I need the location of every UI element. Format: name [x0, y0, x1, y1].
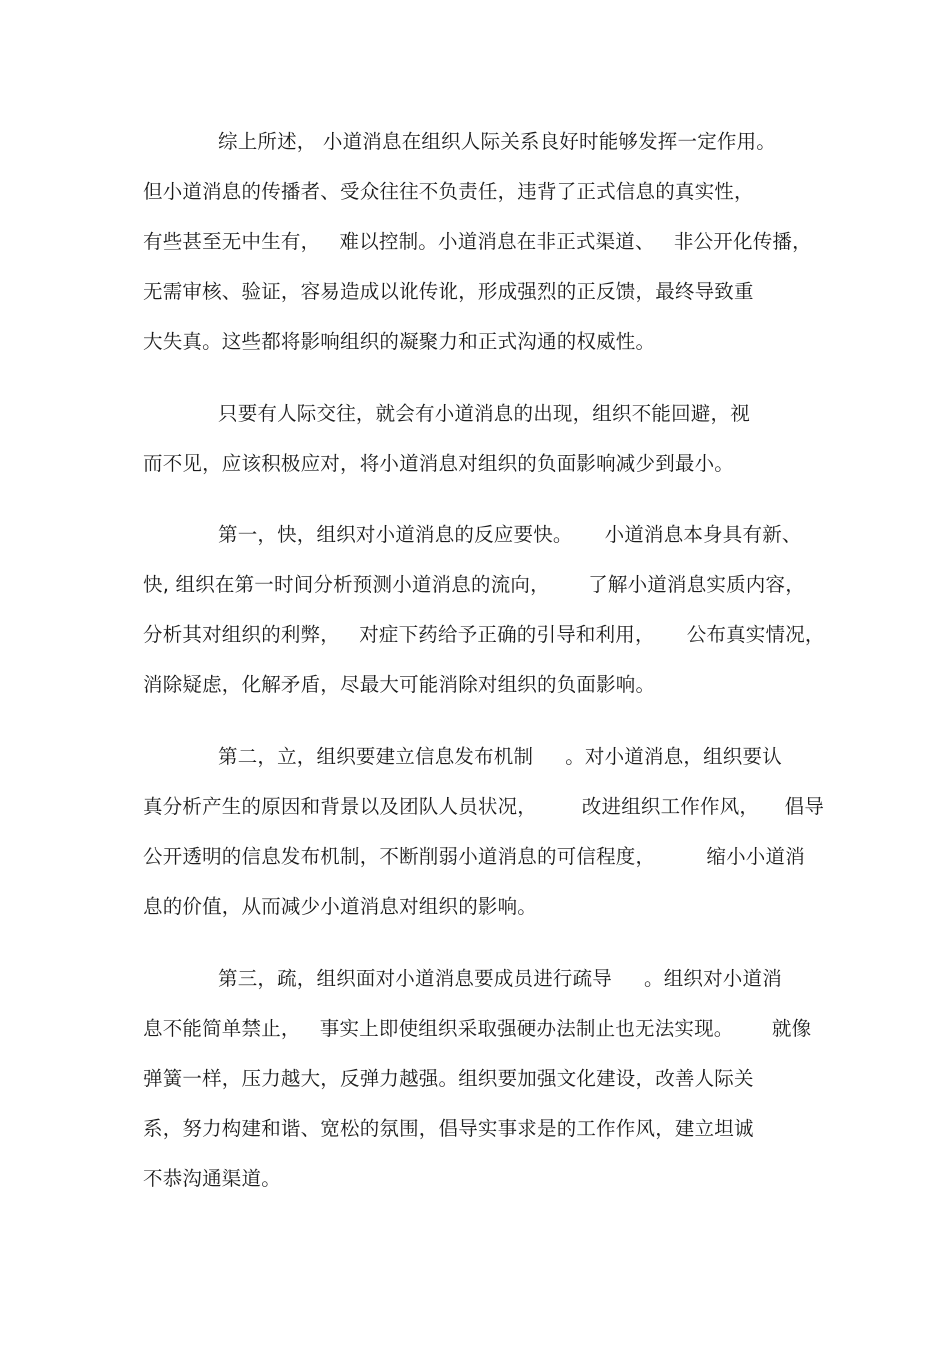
paragraph-line: 大失真。这些都将影响组织的凝聚力和正式沟通的权威性。 — [143, 330, 656, 353]
paragraph-line: 第二，立，组织要建立信息发布机制 。对小道消息，组织要认 — [218, 745, 782, 768]
paragraph-line: 系，努力构建和谐、宽松的氛围，倡导实事求是的工作作风，建立坦诚 — [143, 1117, 754, 1140]
paragraph-line: 只要有人际交往，就会有小道消息的出现，组织不能回避，视 — [218, 402, 750, 425]
paragraph-line: 第一，快，组织对小道消息的反应要快。 小道消息本身具有新、 — [218, 523, 802, 546]
paragraph-line: 但小道消息的传播者、受众往往不负责任，违背了正式信息的真实性， — [143, 180, 754, 203]
paragraph-line: 息的价值，从而减少小道消息对组织的影响。 — [143, 895, 538, 918]
paragraph-line: 而不见，应该积极应对，将小道消息对组织的负面影响减少到最小。 — [143, 452, 735, 475]
paragraph-line: 公开透明的信息发布机制，不断削弱小道消息的可信程度， 缩小小道消 — [143, 845, 805, 868]
paragraph-line: 不恭沟通渠道。 — [143, 1167, 281, 1190]
paragraph-line: 消除疑虑，化解矛盾，尽最大可能消除对组织的负面影响。 — [143, 673, 656, 696]
paragraph-line: 有些甚至无中生有， 难以控制。小道消息在非正式渠道、 非公开化传播， — [143, 230, 812, 253]
paragraph-line: 第三，疏，组织面对小道消息要成员进行疏导 。组织对小道消 — [218, 967, 782, 990]
paragraph-line: 综上所述， 小道消息在组织人际关系良好时能够发挥一定作用。 — [218, 130, 776, 153]
paragraph-line: 快, 组织在第一时间分析预测小道消息的流向， 了解小道消息实质内容， — [143, 573, 805, 596]
paragraph-line: 真分析产生的原因和背景以及团队人员状况， 改进组织工作作风， 倡导 — [143, 795, 825, 818]
paragraph-line: 无需审核、验证，容易造成以讹传讹，形成强烈的正反馈，最终导致重 — [143, 280, 754, 303]
paragraph-line: 息不能简单禁止， 事实上即使组织采取强硬办法制止也无法实现。 就像 — [143, 1017, 812, 1040]
paragraph-line: 分析其对组织的利弊， 对症下药给予正确的引导和利用， 公布真实情况， — [143, 623, 825, 646]
paragraph-line: 弹簧一样，压力越大，反弹力越强。组织要加强文化建设，改善人际关 — [143, 1067, 754, 1090]
